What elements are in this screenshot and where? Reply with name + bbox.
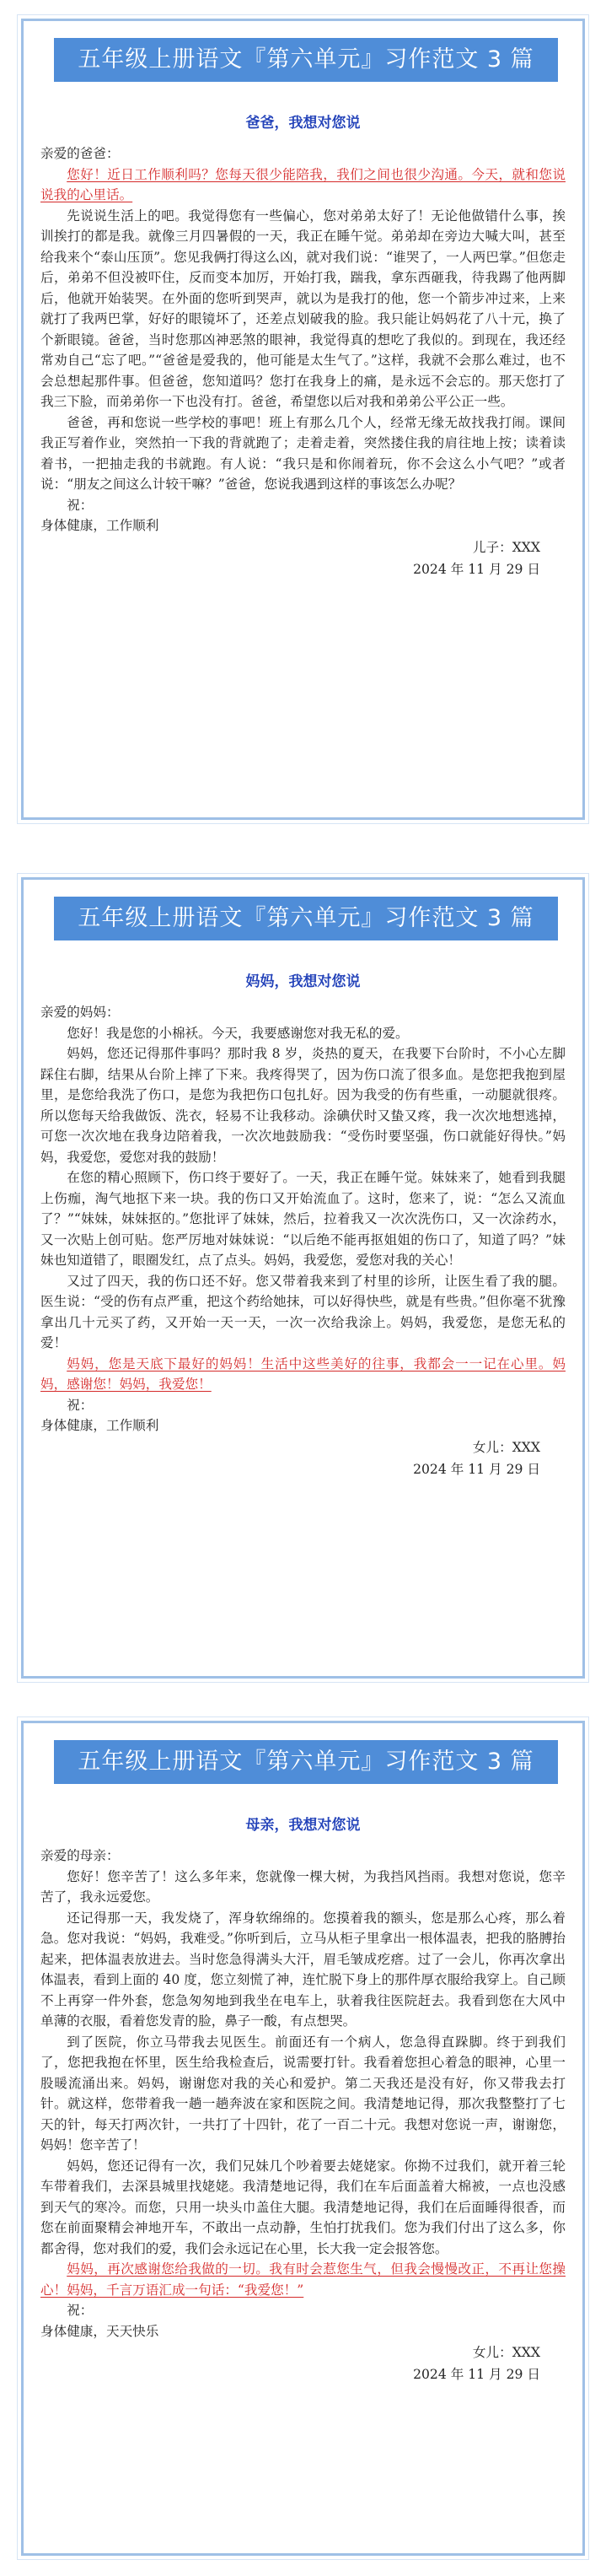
greeting: 亲爱的爸爸： [40,146,120,161]
signer: 女儿：XXX [472,2345,540,2360]
signer: 儿子：XXX [472,539,540,555]
essay-title: 母亲，我想对您说 [245,1817,361,1834]
highlight-close: 妈妈，您是天底下最好的妈妈！生活中这些美好的往事，我都会一一记在心里。妈妈，感谢您！妈妈，我爱您！ [40,1355,566,1392]
paragraph: 还记得那一天，我发烧了，浑身软绵绵的。您摸着我的额头，您是那么心疼，那么着急。您对我说：“妈妈，我难受。”你听到后，立马从柜子里拿出一根体温表，把我的胳膊抬起来，把体温表放进去。当时您急得满头大汗，眉毛皱成疙瘩。过了一会儿，你再次拿出体温表，看到上面的 40 度，您立刻慌了神，连忙脱下身上的那件厚衣服给我穿上。自己顾不上再穿一件外套，您急匆匆地到我坐在电车上，驮着我往医院赶去。我看到您在大风中单薄的衣服，看着您发青的脸，鼻子一酸，有点想哭。 [40,1910,566,2029]
paragraph: 在您的精心照顾下，伤口终于要好了。一天，我正在睡午觉。妹妹来了，她看到我腿上伤痂，淘气地抠下来一块。我的伤口又开始流血了。这时，您来了，说：“怎么又流血了？”“妹妹，妹妹抠的。”您批评了妹妹，然后，拉着我又一次次洗伤口，又一次涂药水，又一次贴上创可贴。您严厉地对妹妹说：“以后绝不能再抠姐姐的伤口了，知道了吗？”妹妹也知道错了，眼圈发红，点了点头。妈妈，我爱您，爱您对我的关心！ [40,1170,566,1268]
paragraph: 到了医院，你立马带我去见医生。前面还有一个病人，您急得直跺脚。终于到我们了，您把我抱在怀里，医生给我检查后，说需要打针。我看着您担心着急的眼神，心里一股暖流涌出来。妈妈，谢谢您对我的关心和爱护。第二天我还是没有好，你又带我去打针。就这样，您带着我一趟一趟奔波在家和医院之间。我清楚地记得，那次我整整打了七天的针，每天打两次针，一共打了十四针，花了一百二十元。我想对您说一声，谢谢您，妈妈！您辛苦了！ [40,2034,566,2153]
paragraph: 爸爸，再和您说一些学校的事吧！班上有那么几个人，经常无缘无故找我打闹。课间我正写着作业，突然拍一下我的背就跑了；走着走着，突然搂住我的肩往地上按；读着读着书，一把抽走我的书就跑。有人说：“我只是和你闹着玩，你不会这么小气吧？”或者说：“朋友之间这么计较干嘛？”爸爸，您说我遇到这样的事该怎么办呢？ [40,414,566,492]
date: 2024 年 11 月 29 日 [413,2367,540,2382]
date: 2024 年 11 月 29 日 [413,1461,540,1477]
paragraph: 妈妈，您还记得有一次，我们兄妹几个吵着要去姥姥家。你拗不过我们，就开着三轮车带着我们，去深县城里找姥姥。我清楚地记得，我们在车后面盖着大棉被，一点也没感到天气的寒冷。而您，只用一块头巾盖住大腿。我清楚地记得，我们在后面睡得很香，而您在前面聚精会神地开车，不敢出一点动静，生怕打扰我们。您为我们付出了这么多，你都舍得，您对我们的爱，我们会永远记在心里，长大我一定会报答您。 [40,2158,566,2256]
closing: 祝： [67,2303,94,2318]
essay-banner: 五年级上册语文『第六单元』习作范文 3 篇 [54,897,558,940]
wish: 身体健康，工作顺利 [40,1418,159,1433]
wish: 身体健康，天天快乐 [40,2323,159,2339]
wish: 身体健康，工作顺利 [40,518,159,533]
paragraph: 先说说生活上的吧。我觉得您有一些偏心，您对弟弟太好了！无论他做错什么事，挨训挨打的都是我。就像三月四暑假的一天，我正在睡午觉。弟弟却在旁边大喊大叫，甚至给我来个“泰山压顶”。您见我俩打得这么凶，就对我们说：“谁哭了，一人两巴掌。”但您走后，弟弟不但没被吓住，反而变本加厉，开始打我，踹我，拿东西砸我，待我踢了他两脚后，他就开始装哭。在外面的您听到哭声，就以为是我打的他，您一个箭步冲过来，上来就打了我两巴掌，好好的眼镜坏了，还差点划破我的脸。我只能让妈妈花了八十元，换了个新眼镜。爸爸，当时您那凶神恶煞的眼神，我觉得真的想吃了我似的。到现在，我还经常劝自己“忘了吧。”“爸爸是爱我的，他可能是太生气了。”这样，我就不会那么难过，也不会总想起那件事。但爸爸，您知道吗？您打在我身上的痛，是永远不会忘的。那天您打了我三下脸，而弟弟你一下也没有打。爸爸，希望您以后对我和弟弟公平公正一些。 [40,207,566,409]
essay-banner: 五年级上册语文『第六单元』习作范文 3 篇 [54,1740,558,1784]
highlight-close: 妈妈，再次感谢您给我做的一切。我有时会惹您生气，但我会慢慢改正，不再让您操心！妈妈，千言万语汇成一句话：“我爱您！” [40,2261,566,2298]
closing: 祝： [67,1397,94,1413]
paragraph: 又过了四天，我的伤口还不好。您又带着我来到了村里的诊所，让医生看了我的腿。医生说：“受的伤有点严重，把这个药给她抹，可以好得快些，就是有些贵。”但你毫不犹豫拿出几十元买了药，又开始一天一天，一次一次给我涂上。妈妈，我爱您，是您无私的爱！ [40,1273,566,1350]
greeting: 亲爱的母亲： [40,1848,120,1863]
greeting: 亲爱的妈妈： [40,1005,120,1020]
paragraph: 妈妈，您还记得那件事吗？那时我 8 岁，炎热的夏天，在我要下台阶时，不小心左脚踩住右脚，结果从台阶上摔了下来。我疼得哭了，因为伤口流了很多血。是您把我抱到屋里，是您给我洗了伤口，是您为我把伤口包扎好。因为我受的伤有些重，一动腿就很疼。所以您每天给我做饭、洗衣，轻易不让我移动。涂碘伏时又蛰又疼，我一次次地想逃掉，可您一次次地在我身边陪着我，一次次地鼓励我：“受伤时要坚强，伤口就能好得快。”妈妈，我爱您，爱您对我的鼓励！ [40,1046,566,1165]
highlight-open: 您好！近日工作顺利吗？您每天很少能陪我，我们之间也很少沟通。今天，就和您说说我的心里话。 [40,166,566,202]
paragraph: 您好！我是您的小棉袄。今天，我要感谢您对我无私的爱。 [67,1025,409,1041]
essay-card-1 [21,19,585,820]
essay-banner: 五年级上册语文『第六单元』习作范文 3 篇 [54,38,558,82]
paragraph: 您好！您辛苦了！这么多年来，您就像一棵大树，为我挡风挡雨。我想对您说，您辛苦了，我永远爱您。 [40,1868,566,1905]
essay-card-2 [21,877,585,1679]
closing: 祝： [67,497,94,513]
signer: 女儿：XXX [472,1439,540,1455]
date: 2024 年 11 月 29 日 [413,561,540,577]
essay-title: 妈妈，我想对您说 [245,973,361,990]
essay-title: 爸爸，我想对您说 [245,115,361,132]
essay-card-3 [21,1721,585,2556]
